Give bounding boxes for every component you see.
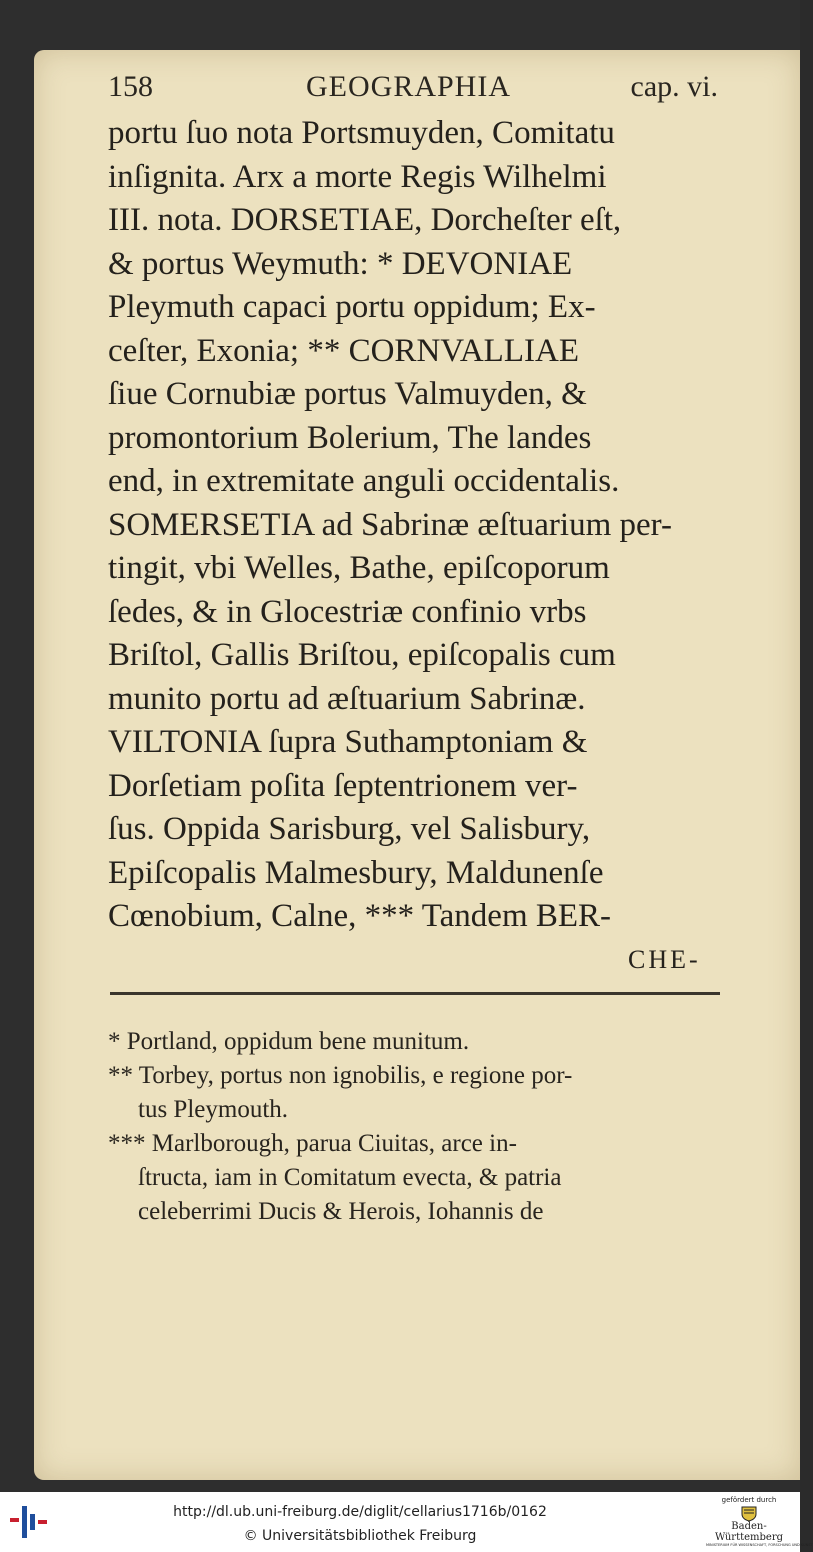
- sponsor-ministry: MINISTERIUM FÜR WISSENSCHAFT, FORSCHUNG UND KUNST: [706, 1543, 813, 1547]
- footnote-rule: [110, 992, 720, 995]
- footnotes: [108, 1025, 720, 1229]
- footnote-line: celeberrimi Ducis & Herois, Iohannis de: [138, 1198, 544, 1225]
- text-line: inſignita. Arx a morte Regis Wilhelmi: [108, 158, 607, 195]
- footer-bar: [0, 1492, 813, 1552]
- footnote-line: ſtructa, iam in Comitatum evecta, & patria: [138, 1164, 562, 1191]
- text-line: III. nota. DORSETIAE, Dorcheſter eſt,: [108, 202, 622, 238]
- chapter-label: cap. vi.: [630, 70, 718, 103]
- sponsor-label: gefördert durch: [721, 1496, 777, 1504]
- text-line: Briſtol, Gallis Briſtou, epiſcopalis cum: [108, 637, 616, 673]
- page-header: [108, 70, 718, 110]
- text-line: ſus. Oppida Sarisburg, vel Salisbury,: [108, 811, 591, 847]
- text-line: promontorium Bolerium, The landes: [108, 419, 592, 456]
- footer-copyright: © Universitätsbibliothek Freiburg: [243, 1528, 477, 1544]
- text-line: munito portu ad æſtuarium Sabrinæ.: [108, 680, 586, 717]
- page-number: 158: [108, 70, 153, 103]
- text-line: ceſter, Exonia; ** CORNVALLIAE: [108, 332, 579, 369]
- footnote-line: * Portland, oppidum bene munitum.: [108, 1028, 470, 1055]
- running-head: GEOGRAPHIA: [306, 70, 511, 103]
- text-line: & portus Weymuth: * DEVONIAE: [108, 245, 573, 282]
- text-line: end, in extremitate anguli occidentalis.: [108, 463, 620, 499]
- text-line: VILTONIA ſupra Suthamptoniam &: [108, 724, 588, 760]
- body-text: [108, 112, 720, 939]
- text-line: ſedes, & in Glocestriæ confinio vrbs: [108, 593, 587, 630]
- text-line: Cœnobium, Calne, *** Tandem BER-: [108, 898, 612, 934]
- catchword: CHE-: [628, 945, 701, 974]
- text-line: tingit, vbi Welles, Bathe, epiſcoporum: [108, 550, 610, 586]
- footnote-line: ** Torbey, portus non ignobilis, e regione por-: [108, 1062, 573, 1089]
- text-line: Dorſetiam poſita ſeptentrionem ver-: [108, 767, 578, 804]
- sponsor-block: [706, 1496, 813, 1547]
- text-line: ſiue Cornubiæ portus Valmuyden, &: [108, 376, 587, 412]
- text-line: Epiſcopalis Malmesbury, Maldunenſe: [108, 854, 604, 891]
- baden-wuerttemberg-crest-icon: [734, 1505, 764, 1521]
- text-line: SOMERSETIA ad Sabrinæ æſtuarium per-: [108, 506, 672, 543]
- sponsor-name: Baden-Württemberg: [714, 1521, 784, 1543]
- text-line: Pleymuth capaci portu oppidum; Ex-: [108, 289, 596, 325]
- text-line: portu ſuo nota Portsmuyden, Comitatu: [108, 115, 615, 151]
- footnote-line: tus Pleymouth.: [138, 1096, 289, 1123]
- footer-url-link[interactable]: http://dl.ub.uni-freiburg.de/diglit/cellarius1716b/0162: [173, 1504, 547, 1520]
- footnote-line: *** Marlborough, parua Ciuitas, arce in-: [108, 1130, 517, 1157]
